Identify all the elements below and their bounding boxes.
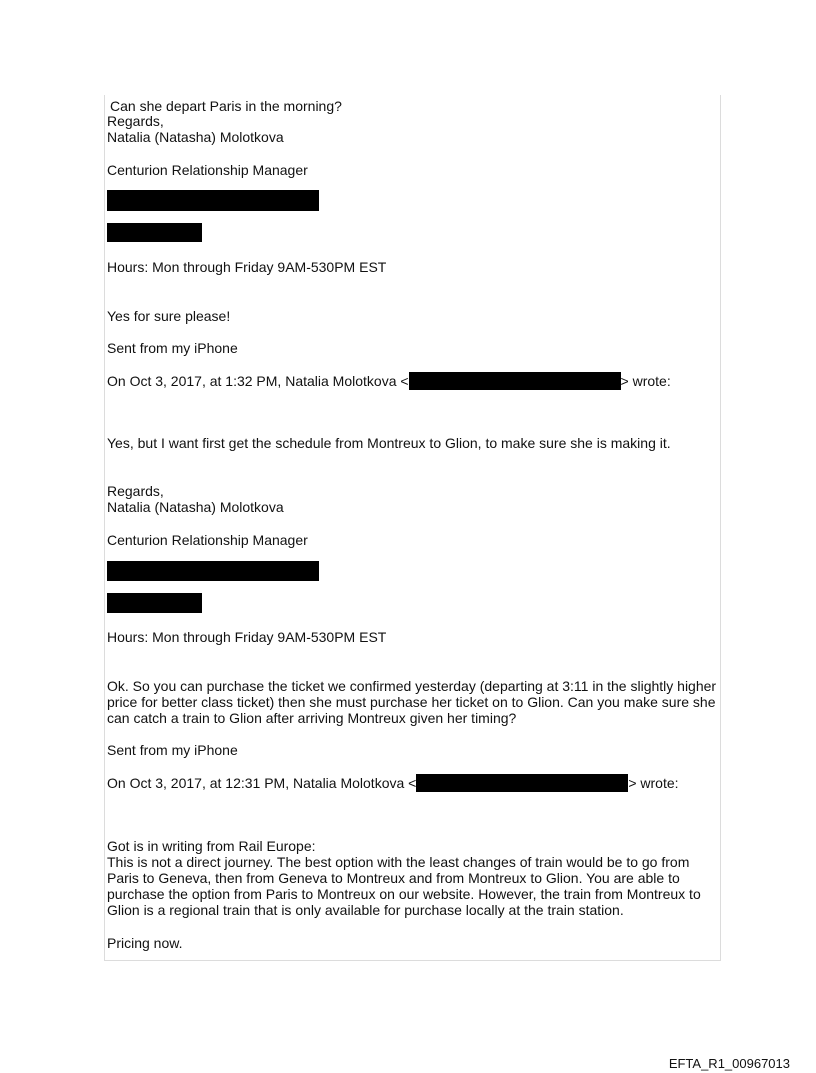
signature-hours: Hours: Mon through Friday 9AM-530PM EST [107, 629, 387, 645]
quoted-header-prefix: On Oct 3, 2017, at 1:32 PM, Natalia Molotkova < [107, 373, 409, 389]
quoted-header-suffix: > wrote: [620, 373, 671, 389]
redaction-bar [107, 190, 319, 211]
signature-title: Centurion Relationship Manager [107, 162, 308, 178]
document-id: EFTA_R1_00967013 [668, 1056, 790, 1071]
signature-name: Natalia (Natasha) Molotkova [107, 499, 284, 515]
sent-from-iphone: Sent from my iPhone [107, 340, 238, 356]
redaction-bar [409, 372, 621, 390]
signature-regards: Regards, [107, 113, 164, 129]
redaction-bar [107, 561, 319, 581]
message-text: Ok. So you can purchase the ticket we confirmed yesterday (departing at 3:11 in the slightly higher price for better class ticket) then she must purchase her ticket on to Glion. Can you make sure she can catch a train to Glion after arriving Montreux given her timing? [107, 678, 717, 726]
email-line-depart: Can she depart Paris in the morning? [110, 98, 342, 114]
signature-name: Natalia (Natasha) Molotkova [107, 129, 284, 145]
quoted-header [107, 372, 671, 390]
signature-title: Centurion Relationship Manager [107, 532, 308, 548]
message-text: Got is in writing from Rail Europe: [107, 838, 316, 854]
signature-regards: Regards, [107, 483, 164, 499]
quoted-header-suffix: > wrote: [628, 775, 679, 791]
quoted-header-prefix: On Oct 3, 2017, at 12:31 PM, Natalia Molotkova < [107, 775, 417, 791]
sent-from-iphone: Sent from my iPhone [107, 742, 238, 758]
signature-hours: Hours: Mon through Friday 9AM-530PM EST [107, 259, 387, 275]
redaction-bar [416, 774, 628, 792]
message-text: This is not a direct journey. The best option with the least changes of train would be to go from Paris to Geneva, then from Geneva to Montreux and from Montreux to Glion. You are able to purchase the option from Paris to Montreux on our website. However, the train from Montreux to Glion is a regional train that is only available for purchase locally at the train station. [107, 854, 701, 918]
quoted-header [107, 774, 679, 792]
redaction-bar [107, 593, 202, 613]
reply-text: Yes for sure please! [107, 308, 231, 324]
redaction-bar [107, 223, 202, 242]
message-text: Pricing now. [107, 935, 183, 951]
message-text: Yes, but I want first get the schedule from Montreux to Glion, to make sure she is making it. [107, 435, 671, 451]
